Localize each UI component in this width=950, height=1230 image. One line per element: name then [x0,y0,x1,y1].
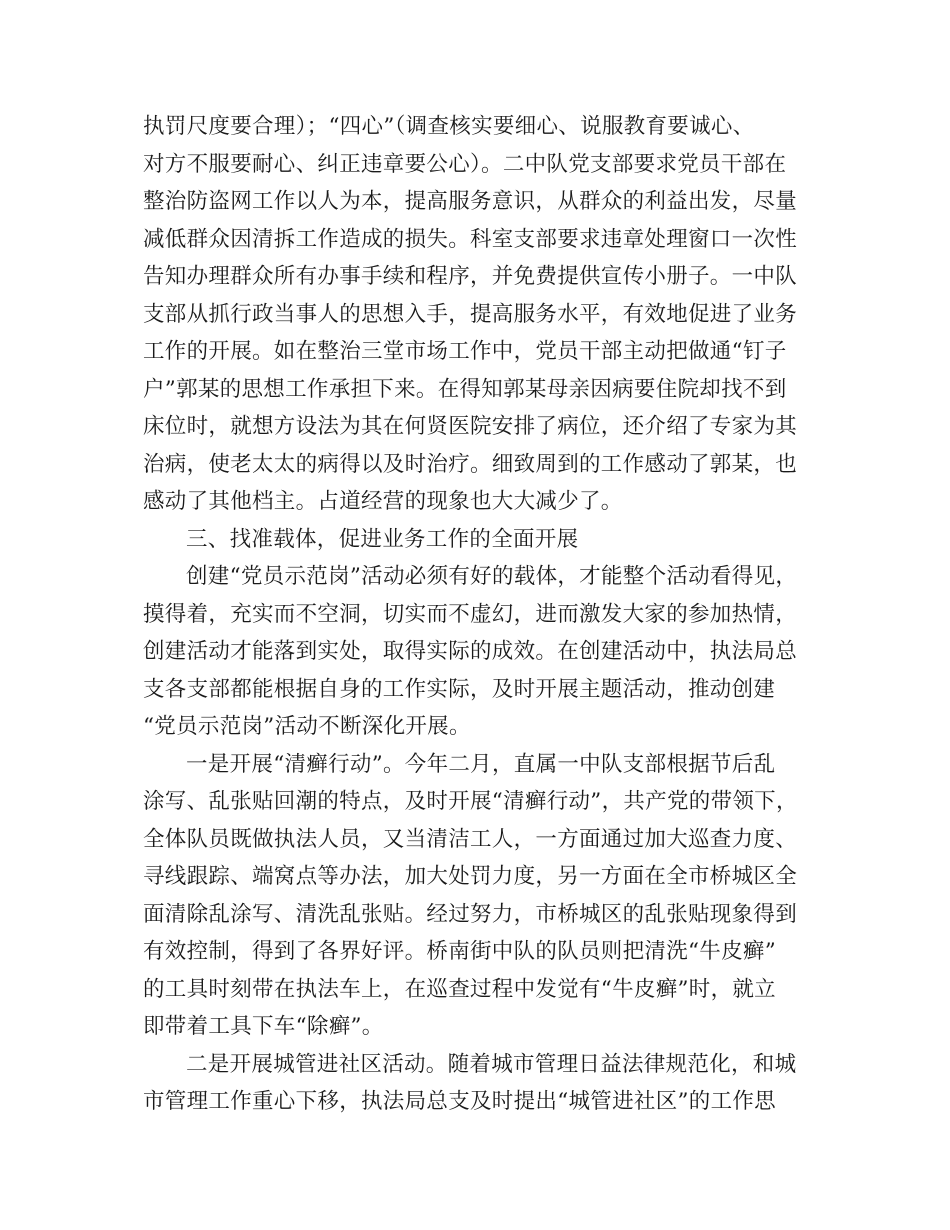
text-line: 对方不服要耐心、纠正违章要公心）。二中队党支部要求党员干部在 [143,151,787,177]
text-line: 支部从抓行政当事人的思想入手，提高服务水平，有效地促进了业务 [143,301,798,327]
text-line: 面清除乱涂写、清洗乱张贴。经过努力，市桥城区的乱张贴现象得到 [143,901,798,927]
text-line: 整治防盗网工作以人为本，提高服务意识，从群众的利益出发，尽量 [143,189,798,214]
text-line: 寻线跟踪、端窝点等办法，加大处罚力度，另一方面在全市桥城区全 [143,864,798,889]
text-line: 全体队员既做执法人员，又当清洁工人，一方面通过加大巡查力度、 [143,826,798,852]
text-line: 即带着工具下车“除癣”。 [143,1014,384,1039]
text-line: 创建活动才能落到实处，取得实际的成效。在创建活动中，执法局总 [143,639,798,664]
text-line: 二是开展城管进社区活动。随着城市管理日益法律规范化，和城 [186,1051,797,1077]
text-line: 减低群众因清拆工作造成的损失。科室支部要求违章处理窗口一次性 [143,226,798,252]
text-line: 摸得着，充实而不空洞，切实而不虚幻，进而激发大家的参加热情， [143,601,798,627]
text-line: 感动了其他档主。占道经营的现象也大大减少了。 [143,489,623,514]
text-line: 床位时，就想方设法为其在何贤医院安排了病位，还介绍了专家为其 [143,414,798,439]
text-line: 告知办理群众所有办事手续和程序，并免费提供宣传小册子。一中队 [143,264,798,289]
text-line: “党员示范岗”活动不断深化开展。 [143,714,471,739]
section-heading: 三、找准载体，促进业务工作的全面开展 [186,526,579,552]
text-line: 涂写、乱张贴回潮的特点，及时开展“清癣行动”，共产党的带领下， [143,789,798,814]
text-line: 治病，使老太太的病得以及时治疗。细致周到的工作感动了郭某，也 [143,451,798,477]
text-line: 一是开展“清癣行动”。今年二月，直属一中队支部根据节后乱 [186,751,776,777]
text-line: 支各支部都能根据自身的工作实际，及时开展主题活动，推动创建 [143,676,776,702]
text-line: 创建“党员示范岗”活动必须有好的载体，才能整个活动看得见， [186,564,798,589]
text-line: 执罚尺度要合理）；“四心”（调查核实要细心、说服教育要诚心、 [143,114,755,139]
text-line: 有效控制，得到了各界好评。桥南街中队的队员则把清洗“牛皮癣” [143,939,776,964]
text-line: 的工具时刻带在执法车上，在巡查过程中发觉有“牛皮癣”时，就立 [143,976,776,1002]
document-body [143,108,823,1121]
text-line: 市管理工作重心下移，执法局总支及时提出“城管进社区”的工作思 [143,1089,776,1114]
text-line: 户”郭某的思想工作承担下来。在得知郭某母亲因病要住院却找不到 [143,376,787,402]
text-line: 工作的开展。如在整治三堂市场工作中，党员干部主动把做通“钉子 [143,339,787,364]
